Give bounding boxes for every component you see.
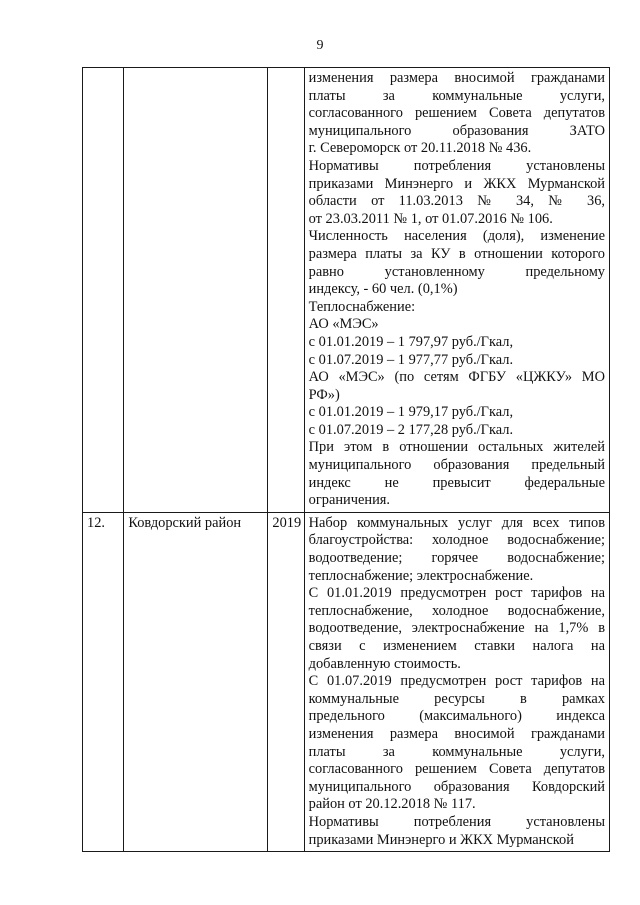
text-line: муниципального образования Ковдорский: [308, 778, 605, 795]
year-cell: 2019: [268, 512, 304, 851]
text-line: С 01.07.2019 предусмотрен рост тарифов на: [308, 673, 605, 690]
text-line: При этом в отношении остальных жителей: [308, 439, 605, 456]
row-number-cell: [83, 68, 124, 513]
text-line: индекс не превысит федеральные: [308, 474, 605, 491]
row-number-cell: 12.: [83, 512, 124, 851]
text-line: с 01.01.2019 – 1 797,97 руб./Гкал,: [308, 333, 514, 350]
description-paragraph: [309, 404, 605, 422]
tariff-table: [82, 67, 610, 852]
text-line: платы за коммунальные услуги,: [308, 87, 605, 104]
text-line: Численность населения (доля), изменение: [308, 228, 605, 245]
text-line: приказами Минэнерго и ЖКХ Мурманской: [308, 175, 605, 192]
text-line: изменения размера вносимой гражданами: [308, 70, 605, 86]
text-line: платы за коммунальные услуги,: [308, 743, 605, 760]
text-line: индексу, - 60 чел. (0,1%): [308, 281, 458, 298]
text-line: водоотведение; горячее водоснабжение;: [308, 550, 605, 567]
description-paragraph: [309, 422, 605, 440]
text-line: коммунальные ресурсы в рамках: [308, 690, 605, 707]
table-body: [83, 68, 610, 852]
description-paragraph: [309, 369, 605, 404]
text-line: согласованного решением Совета депутатов: [308, 761, 605, 778]
text-line: с 01.01.2019 – 1 979,17 руб./Гкал,: [308, 404, 514, 421]
text-line: равно установленному предельному: [308, 263, 605, 280]
text-line: с 01.07.2019 – 1 977,77 руб./Гкал.: [308, 351, 514, 368]
municipality-name-cell: Ковдорский район: [124, 512, 268, 851]
text-line: благоустройства: холодное водоснабжение;: [308, 532, 605, 549]
text-line: согласованного решением Совета депутатов: [308, 105, 605, 122]
description-paragraph: [309, 515, 605, 585]
text-line: размера платы за КУ в отношении которого: [308, 245, 605, 262]
text-line: от 23.03.2011 № 1, от 01.07.2016 № 106.: [308, 210, 553, 227]
description-paragraph: [309, 299, 605, 317]
text-line: г. Североморск от 20.11.2018 № 436.: [308, 140, 532, 157]
description-paragraph: [309, 228, 605, 298]
text-line: области от 11.03.2013 № 34, № 36,: [308, 193, 605, 210]
description-paragraph: [309, 352, 605, 370]
municipality-name-cell: [124, 68, 268, 513]
description-cell: [304, 512, 609, 851]
description-paragraph: [309, 439, 605, 509]
table-row: [83, 68, 610, 513]
description-paragraph: [309, 316, 605, 334]
text-line: водоотведение, электроснабжение на 1,7% в: [308, 620, 605, 637]
text-line: район от 20.12.2018 № 117.: [308, 796, 476, 813]
description-paragraph: [309, 673, 605, 814]
text-line: приказами Минэнерго и ЖКХ Мурманской: [308, 831, 574, 848]
description-paragraph: [309, 158, 605, 228]
text-line: предельного (максимального) индекса: [308, 708, 605, 725]
description-paragraph: [309, 70, 605, 158]
text-line: с 01.07.2019 – 2 177,28 руб./Гкал.: [308, 421, 514, 438]
text-line: добавленную стоимость.: [308, 655, 461, 672]
text-line: изменения размера вносимой гражданами: [308, 725, 605, 742]
description-paragraph: [309, 585, 605, 673]
table-row: [83, 512, 610, 851]
page-number: 9: [316, 38, 324, 53]
description-paragraph: [309, 334, 605, 352]
text-line: муниципального образования предельный: [308, 457, 605, 474]
text-line: ограничения.: [308, 492, 390, 509]
text-line: Набор коммунальных услуг для всех типов: [308, 514, 605, 531]
text-line: Нормативы потребления установлены: [308, 157, 605, 174]
text-line: АО «МЭС»: [308, 316, 379, 333]
text-line: теплоснабжение, холодное водоснабжение,: [308, 602, 605, 619]
text-line: Теплоснабжение:: [308, 298, 416, 315]
description-cell: [304, 68, 609, 513]
text-line: муниципального образования ЗАТО: [308, 122, 605, 139]
text-line: теплоснабжение; электроснабжение.: [308, 567, 534, 584]
year-cell: [268, 68, 304, 513]
description-paragraph: [309, 814, 605, 849]
text-line: связи с изменением ставки налога на: [308, 638, 605, 654]
text-line: АО «МЭС» (по сетям ФГБУ «ЦЖКУ» МО: [308, 369, 605, 386]
text-line: Нормативы потребления установлены: [308, 813, 605, 830]
text-line: С 01.01.2019 предусмотрен рост тарифов на: [308, 585, 605, 602]
text-line: РФ»): [308, 386, 340, 403]
